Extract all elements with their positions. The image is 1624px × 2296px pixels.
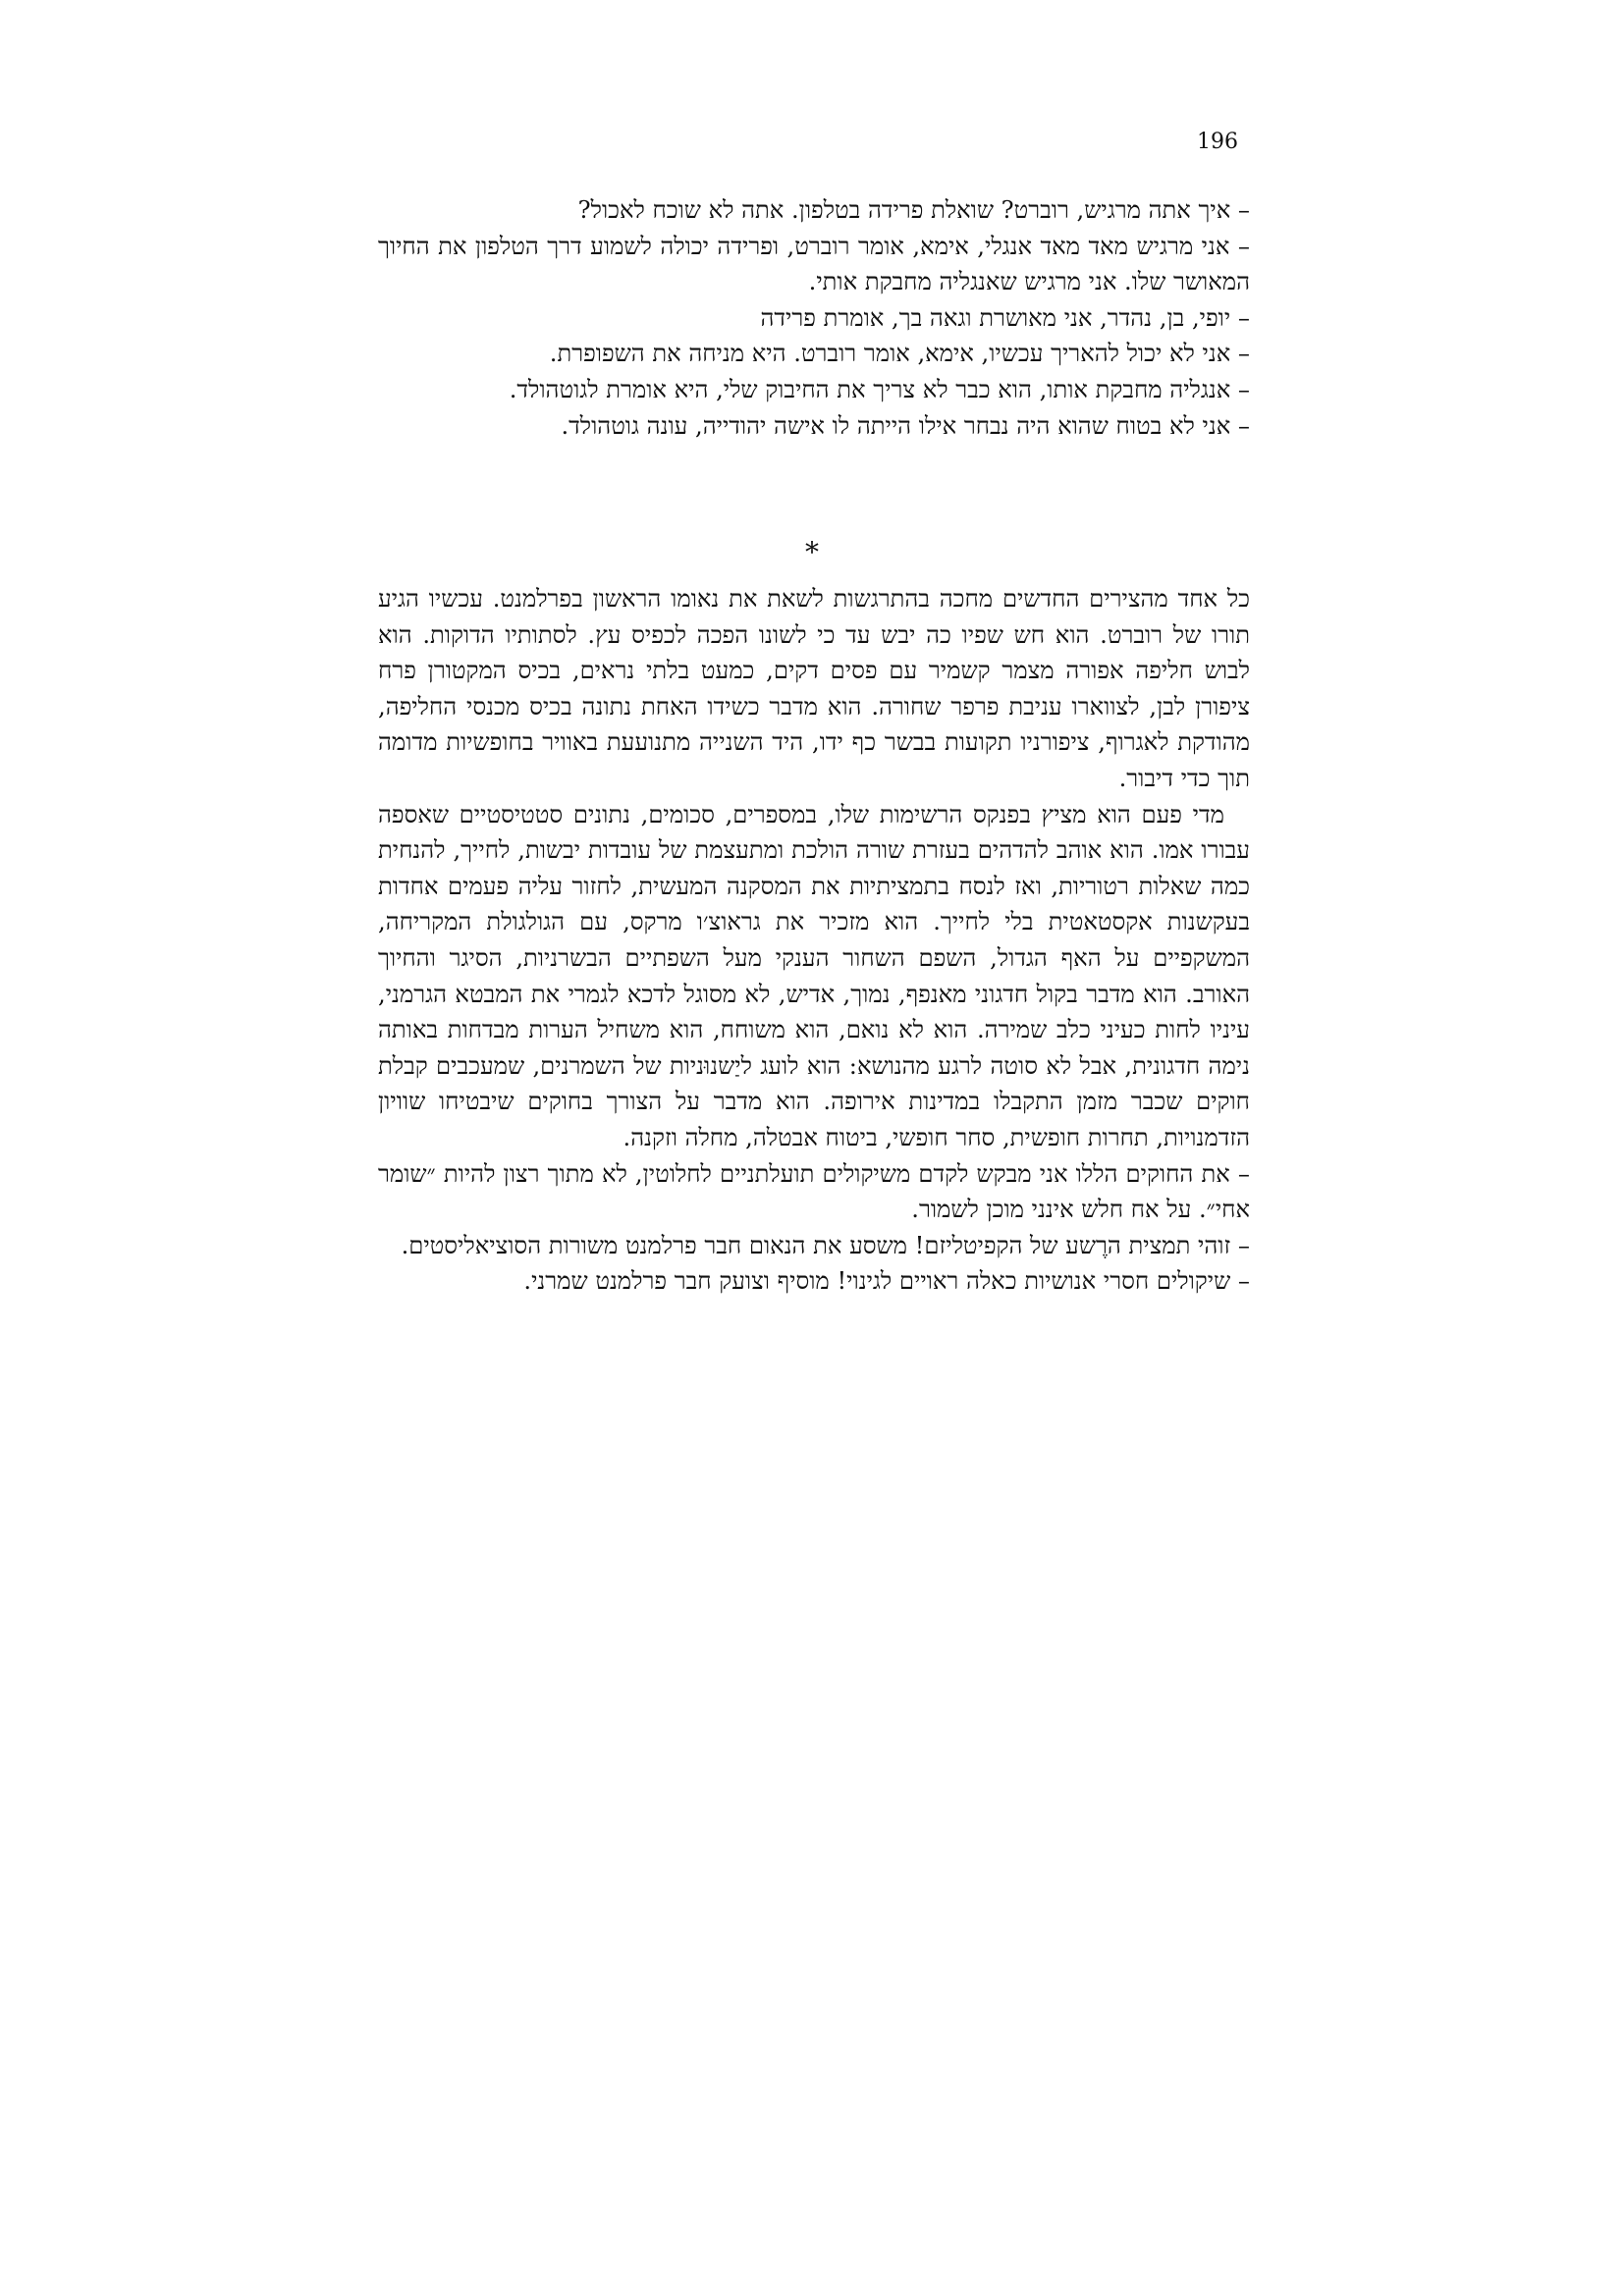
narrative-section <box>378 581 1250 1300</box>
dialogue-line: – את החוקים הללו אני מבקש לקדם משיקולים תועלתניים לחלוטין, לא מתוך רצון להיות ״שומר אחי״. על אח חלש אינני מוכן לשמור. <box>378 1159 1250 1224</box>
dialogue-line: – יופי, בן, נהדר, אני מאושרת וגאה בך, אומרת פרידה <box>760 303 1250 332</box>
dialogue-line: – אני מרגיש מאד מאד אנגלי, אימא, אומר רוברט, ופרידה יכולה לשמוע דרך הטלפון את החיוך המאושר שלו. אני מרגיש שאנגליה מחבקת אותי. <box>378 232 1250 296</box>
dialogue-line: – שיקולים חסרי אנושיות כאלה ראויים לגינוי! מוסיף וצועק חבר פרלמנט שמרני. <box>523 1267 1250 1296</box>
dialogue-section <box>378 192 1250 444</box>
section-separator: * <box>805 536 819 568</box>
page-number: 196 <box>1197 130 1238 154</box>
dialogue-line: – אנגליה מחבקת אותו, הוא כבר לא צריך את החיבוק שלי, היא אומרת לגוטהולד. <box>509 375 1250 403</box>
paragraph: מדי פעם הוא מציץ בפנקס הרשימות שלו, במספרים, סכומים, נתונים סטטיסטיים שאספה עבורו אמו. הוא אוהב להדהים בעזרת שורה הולכת ומתעצמת של עובדות יבשות, לחייך, להנחית כמה שאלות רטוריות, ואז לנסח בתמציתיות את המסקנה המעשית, לחזור עליה פעמים אחדות בעקשנות אקסטאטית בלי לחייך. הוא מזכיר את גראוצ׳ו מרקס, עם הגולגולת המקריחה, המשקפיים על האף הגדול, השפם השחור הענקי מעל השפתיים הבשרניות, הסיגר והחיוך האורב. הוא מדבר בקול חדגוני מאנפף, נמוך, אדיש, לא מסוגל לדכא לגמרי את המבטא הגרמני, עיניו לחות כעיני כלב שמירה. הוא לא נואם, הוא משוחח, הוא משחיל הערות מבדחות באותה נימה חדגונית, אבל לא סוטה לרגע מהנושא: הוא לועג ליַשנוּניות של השמרנים, שמעכבים קבלת חוקים שכבר מזמן התקבלו במדינות אירופה. הוא מדבר על הצורך בחוקים שיבטיחו שוויון הזדמנויות, תחרות חופשית, סחר חופשי, ביטוח אבטלה, מחלה וזקנה. <box>378 800 1250 1151</box>
dialogue-line: – איך אתה מרגיש, רוברט? שואלת פרידה בטלפון. אתה לא שוכח לאכול? <box>577 196 1250 224</box>
paragraph: כל אחד מהצירים החדשים מחכה בהתרגשות לשאת את נאומו הראשון בפרלמנט. עכשיו הגיע תורו של רוברט. הוא חש שפיו כה יבש עד כי לשונו הפכה לכפיס עץ. לסתותיו הדוקות. הוא לבוש חליפה אפורה מצמר קשמיר עם פסים דקים, כמעט בלתי נראים, בכיס המקטורן פרח ציפורן לבן, לצווארו עניבת פרפר שחורה. הוא מדבר כשידו האחת נתונה בכיס מכנסי החליפה, מהודקת לאגרוף, ציפורניו תקועות בבשר כף ידו, היד השנייה מתנועעת באוויר בחופשיות מדומה תוך כדי דיבור. <box>378 585 1250 792</box>
dialogue-line: – אני לא יכול להאריך עכשיו, אימא, אומר רוברט. היא מניחה את השפופרת. <box>549 340 1250 368</box>
dialogue-line: – אני לא בטוח שהוא היה נבחר אילו הייתה לו אישה יהודייה, עונה גוטהולד. <box>561 411 1250 440</box>
dialogue-line: – זוהי תמצית הרֶשע של הקפיטליזם! משסע את הנאום חבר פרלמנט משורות הסוציאליסטים. <box>401 1231 1250 1259</box>
